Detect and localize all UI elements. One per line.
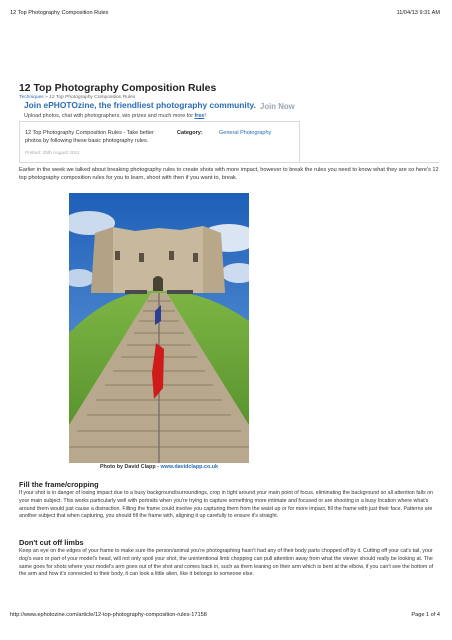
castle-photo-illustration: [69, 193, 249, 463]
print-header-datetime: 11/04/13 9:31 AM: [396, 10, 440, 16]
join-subtitle-text: Upload photos, chat with photographers, win prizes and much more for: [24, 113, 195, 119]
print-footer-url: http://www.ephotozine.com/article/12-top-photography-composition-rules-17158: [10, 612, 207, 618]
photo-caption-text: Photo by David Clapp -: [99, 464, 161, 470]
divider: [19, 162, 439, 163]
castle-photo: [69, 193, 249, 463]
join-title: Join ePHOTOzine, the friendliest photography community.: [24, 100, 256, 110]
section-title-dont-cut-off-limbs: Don't cut off limbs: [19, 538, 84, 547]
join-free-link[interactable]: free: [194, 113, 205, 119]
print-header-title: 12 Top Photography Composition Rules: [10, 10, 109, 16]
page-title: 12 Top Photography Composition Rules: [19, 83, 217, 94]
section-body-dont-cut-off-limbs: Keep an eye on the edges of your frame to make sure the person/animal you're photographing hasn't had any of their body parts chopped off by it. Cutting off your cat's tail, your dog's ears or part of your model's head, will not only spoil your shot, the unintentional limb chopping can pull attention away from what the viewer should really be looking at. The same goes for shots where your model's arm goes out of the shot and comes back in, such as them leaning on their arm which is bent at the elbow, if you can't see the bottom of the arm and how it's connected to their body, it can look a little alien, like it belongs to someone else.: [19, 548, 434, 578]
breadcrumb-link-techniques[interactable]: Techniques: [19, 95, 44, 100]
join-now-button[interactable]: Join Now: [260, 102, 295, 111]
intro-paragraph: Earlier in the week we talked about breaking photography rules to create shots with more impact, however to break the rules you need to know what they are so here's 12 top photography composition rules for you to learn, shoot with then if you want to, break.: [19, 167, 439, 181]
article-meta-box: [19, 121, 300, 163]
section-title-fill-the-frame: Fill the frame/cropping: [19, 480, 99, 489]
category-label: Category:: [177, 130, 203, 136]
photo-caption: [69, 464, 249, 470]
category-link[interactable]: General Photography: [219, 130, 272, 136]
join-subtitle-suffix: !: [204, 113, 206, 119]
posted-date: Posted: 25th August 2011: [25, 151, 80, 156]
print-header: [10, 10, 440, 20]
print-footer: [10, 612, 440, 622]
print-footer-page: Page 1 of 4: [411, 612, 440, 618]
breadcrumb-separator: »: [43, 95, 50, 100]
article-description: 12 Top Photography Composition Rules - Take better photos by following these basic photography rules.: [25, 130, 154, 144]
photo-caption-link[interactable]: www.davidclapp.co.uk: [160, 464, 219, 470]
section-body-fill-the-frame: If your shot is in danger of losing impact due to a busy background/surroundings, crop in tight around your main point of focus, eliminating the background so all attention falls on your main subject. This works particularly well with portraits when you're trying to capture something more intimate and focused or are shooting in a busy location where what's around them would just cause a distraction. Filling the frame could involve you capturing them from the waist up or for more impact, fill the frame with just their face. Patterns are another subject that when capturing, you should fill the frame with, aligning it up carefully to ensure it's straight.: [19, 490, 433, 520]
breadcrumb-current: 12 Top Photography Composition Rules: [49, 95, 136, 100]
join-subtitle: [24, 113, 206, 119]
